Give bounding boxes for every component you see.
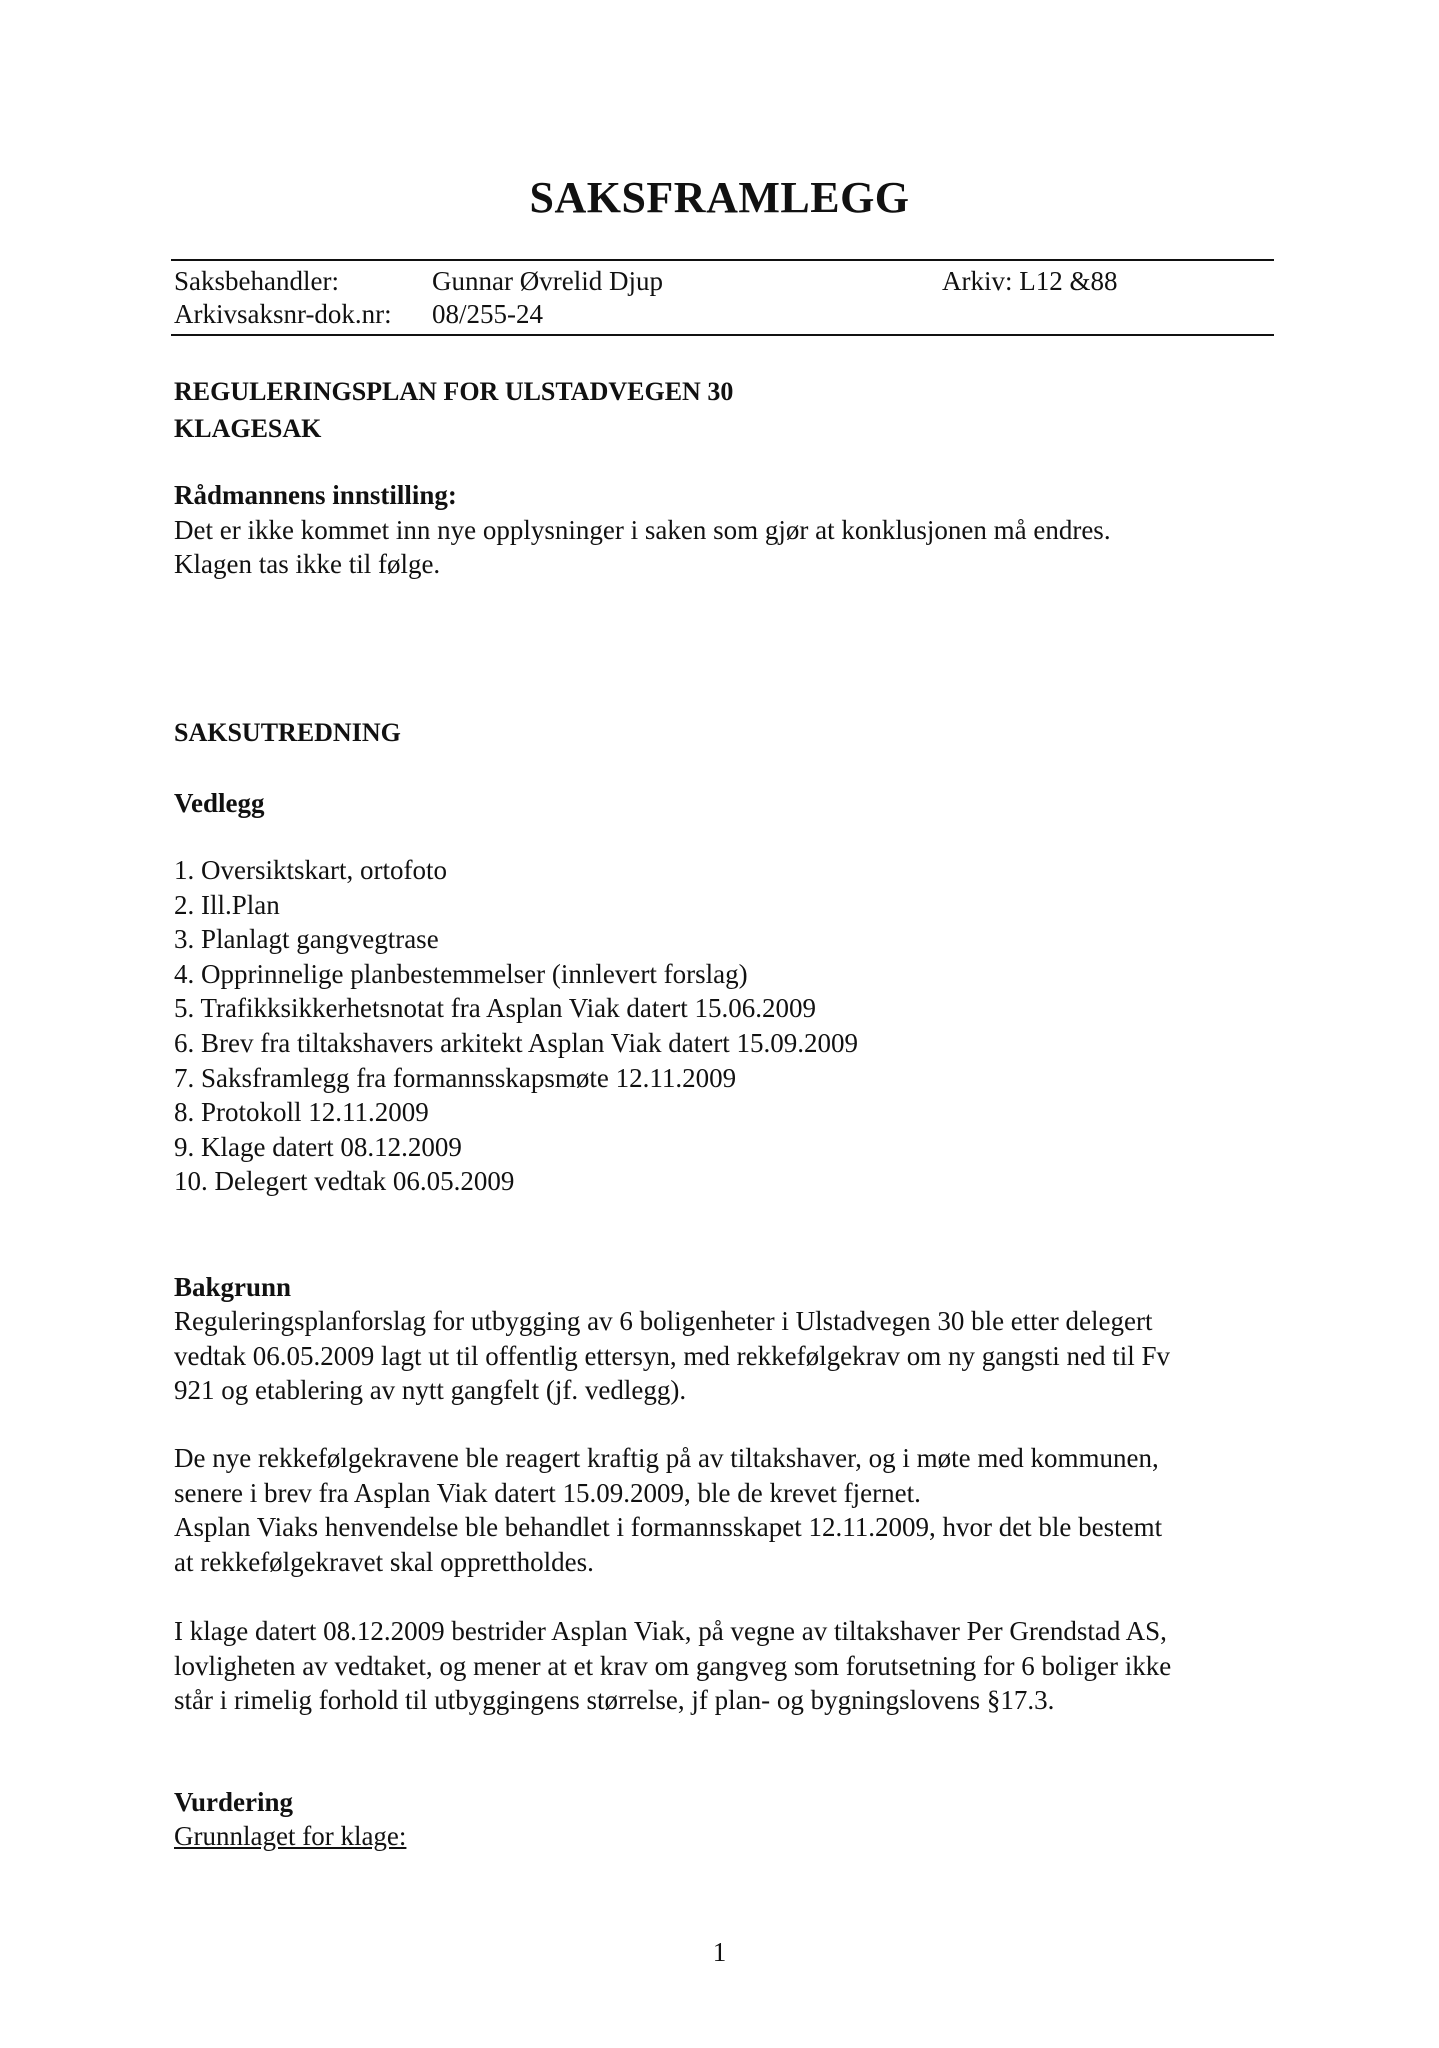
- header-rule-top: [171, 259, 1274, 261]
- background-heading: Bakgrunn: [174, 1272, 292, 1302]
- paragraph-line: I klage datert 08.12.2009 bestrider Asplan Viak, på vegne av tiltakshaver Per Grendstad AS,: [174, 1616, 1167, 1646]
- paragraph-line: vedtak 06.05.2009 lagt ut til offentlig ettersyn, med rekkefølgekrav om ny gangsti ned til Fv: [174, 1340, 1171, 1371]
- list-item: 9. Klage datert 08.12.2009: [174, 1131, 462, 1162]
- handler-value: Gunnar Øvrelid Djup: [432, 266, 663, 296]
- document-title: SAKSFRAMLEGG: [529, 173, 910, 222]
- archive-code: Arkiv: L12 &88: [942, 266, 1118, 296]
- paragraph-line: lovligheten av vedtaket, og mener at et krav om gangveg som forutsetning for 6 boliger ikke: [174, 1650, 1172, 1681]
- recommendation-line: Det er ikke kommet inn nye opplysninger i saken som gjør at konklusjonen må endres.: [174, 514, 1111, 545]
- paragraph-line: De nye rekkefølgekravene ble reagert kraftig på av tiltakshaver, og i møte med kommunen,: [174, 1443, 1159, 1473]
- background-paragraph-3: [174, 1614, 1284, 1718]
- paragraph-line: at rekkefølgekravet skal opprettholdes.: [174, 1546, 594, 1577]
- list-item: 6. Brev fra tiltakshavers arkitekt Asplan Viak datert 15.09.2009: [174, 1027, 858, 1058]
- list-item: 5. Trafikksikkerhetsnotat fra Asplan Viak datert 15.06.2009: [174, 993, 817, 1024]
- case-heading: SAKSUTREDNING: [174, 718, 401, 747]
- list-item: 10. Delegert vedtak 06.05.2009: [174, 1166, 515, 1197]
- case-number-label: Arkivsaksnr-dok.nr:: [174, 299, 392, 329]
- subject-heading: [174, 373, 1284, 447]
- list-item: 8. Protokoll 12.11.2009: [174, 1097, 429, 1128]
- list-item: 4. Opprinnelige planbestemmelser (innlevert forslag): [174, 958, 748, 989]
- subject-line: KLAGESAK: [174, 414, 322, 443]
- list-item: 3. Planlagt gangvegtrase: [174, 924, 439, 955]
- subject-line: REGULERINGSPLAN FOR ULSTADVEGEN 30: [174, 377, 734, 406]
- paragraph-line: Asplan Viaks henvendelse ble behandlet i formannsskapet 12.11.2009, hvor det ble bestemt: [174, 1512, 1163, 1542]
- paragraph-line: står i rimelig forhold til utbyggingens størrelse, jf plan- og bygningslovens §17.3.: [174, 1685, 1055, 1715]
- handler-label: Saksbehandler:: [174, 266, 339, 296]
- list-item: 2. Ill.Plan: [174, 889, 280, 920]
- page-number: 1: [712, 1937, 727, 1967]
- header-rule-bottom: [171, 334, 1274, 336]
- assessment-subheading: Grunnlaget for klage:: [174, 1821, 407, 1851]
- recommendation-section: [174, 478, 1284, 582]
- assessment-heading: Vurdering: [174, 1787, 294, 1817]
- recommendation-label: Rådmannens innstilling:: [174, 480, 457, 510]
- list-item: 1. Oversiktskart, ortofoto: [174, 855, 447, 885]
- attachments-heading: Vedlegg: [174, 788, 265, 818]
- paragraph-line: 921 og etablering av nytt gangfelt (jf. vedlegg).: [174, 1375, 687, 1405]
- attachments-list: [174, 853, 858, 1199]
- case-number-value: 08/255-24: [432, 299, 543, 329]
- paragraph-line: senere i brev fra Asplan Viak datert 15.09.2009, ble de krevet fjernet.: [174, 1477, 921, 1508]
- recommendation-line: Klagen tas ikke til følge.: [174, 549, 441, 579]
- background-paragraph-2: [174, 1441, 1284, 1579]
- paragraph-line: Reguleringsplanforslag for utbygging av 6 boligenheter i Ulstadvegen 30 ble etter delegert: [174, 1306, 1153, 1336]
- background-paragraph-1: [174, 1304, 1284, 1408]
- list-item: 7. Saksframlegg fra formannsskapsmøte 12.11.2009: [174, 1062, 737, 1093]
